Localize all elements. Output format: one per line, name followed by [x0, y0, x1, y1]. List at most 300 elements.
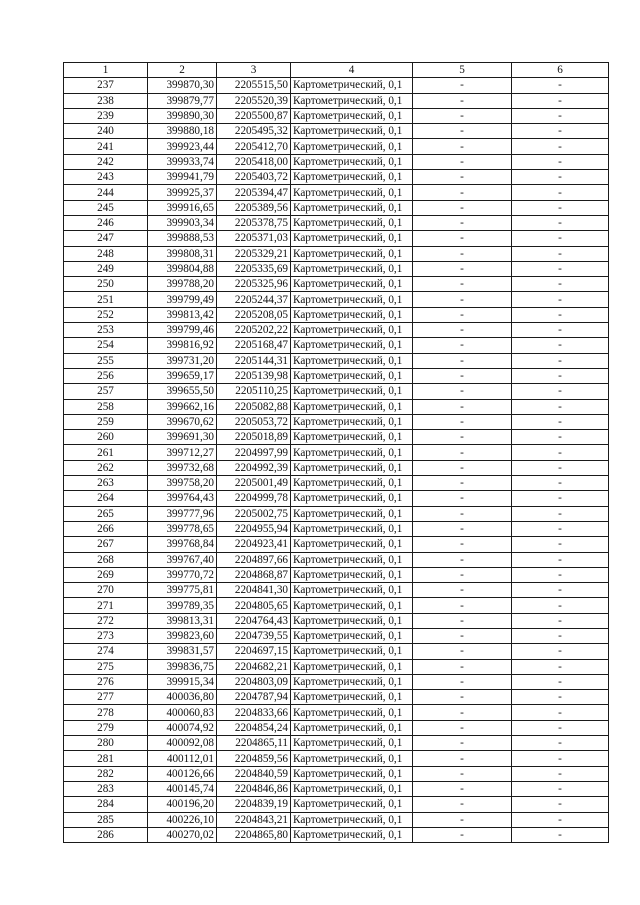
col-5-value: -	[413, 338, 512, 353]
coord-y: 2205002,75	[217, 506, 291, 521]
method-accuracy: Картометрический, 0,1	[291, 323, 413, 338]
table-row	[64, 445, 609, 460]
coord-y: 2204999,78	[217, 491, 291, 506]
method-accuracy: Картометрический, 0,1	[291, 751, 413, 766]
col-6-value: -	[512, 261, 609, 276]
table-row	[64, 521, 609, 536]
col-5-value: -	[413, 307, 512, 322]
col-5-value: -	[413, 292, 512, 307]
method-accuracy: Картометрический, 0,1	[291, 720, 413, 735]
point-number: 269	[64, 567, 148, 582]
method-accuracy: Картометрический, 0,1	[291, 628, 413, 643]
point-number: 244	[64, 185, 148, 200]
table-row	[64, 491, 609, 506]
col-5-value: -	[413, 323, 512, 338]
coord-x: 399788,20	[148, 277, 217, 292]
table-row	[64, 460, 609, 475]
method-accuracy: Картометрический, 0,1	[291, 797, 413, 812]
col-6-value: -	[512, 414, 609, 429]
col-6-value: -	[512, 751, 609, 766]
coord-y: 2205110,25	[217, 384, 291, 399]
table-row	[64, 399, 609, 414]
col-6-value: -	[512, 460, 609, 475]
point-number: 241	[64, 139, 148, 154]
method-accuracy: Картометрический, 0,1	[291, 537, 413, 552]
point-number: 238	[64, 93, 148, 108]
coord-x: 399655,50	[148, 384, 217, 399]
point-number: 266	[64, 521, 148, 536]
coord-y: 2204841,30	[217, 583, 291, 598]
point-number: 250	[64, 277, 148, 292]
col-6-value: -	[512, 827, 609, 842]
col-5-value: -	[413, 766, 512, 781]
point-number: 243	[64, 170, 148, 185]
col-6-value: -	[512, 108, 609, 123]
col-6-value: -	[512, 78, 609, 93]
col-5-value: -	[413, 231, 512, 246]
point-number: 274	[64, 644, 148, 659]
table-row	[64, 797, 609, 812]
col-6-value: -	[512, 598, 609, 613]
coord-y: 2205001,49	[217, 476, 291, 491]
col-6-value: -	[512, 781, 609, 796]
point-number: 280	[64, 736, 148, 751]
method-accuracy: Картометрический, 0,1	[291, 583, 413, 598]
method-accuracy: Картометрический, 0,1	[291, 108, 413, 123]
point-number: 260	[64, 430, 148, 445]
col-6-value: -	[512, 215, 609, 230]
col-6-value: -	[512, 705, 609, 720]
coord-x: 399670,62	[148, 414, 217, 429]
coord-y: 2205389,56	[217, 200, 291, 215]
col-5-value: -	[413, 200, 512, 215]
table-body	[64, 78, 609, 843]
method-accuracy: Картометрический, 0,1	[291, 338, 413, 353]
coord-x: 399659,17	[148, 368, 217, 383]
header-col-2: 2	[148, 63, 217, 78]
col-6-value: -	[512, 93, 609, 108]
point-number: 257	[64, 384, 148, 399]
col-5-value: -	[413, 277, 512, 292]
method-accuracy: Картометрический, 0,1	[291, 261, 413, 276]
col-5-value: -	[413, 399, 512, 414]
coord-y: 2204992,39	[217, 460, 291, 475]
coord-y: 2204843,21	[217, 812, 291, 827]
col-5-value: -	[413, 491, 512, 506]
table-row	[64, 736, 609, 751]
col-5-value: -	[413, 537, 512, 552]
coord-y: 2205520,39	[217, 93, 291, 108]
col-5-value: -	[413, 215, 512, 230]
coord-y: 2204739,55	[217, 628, 291, 643]
coord-x: 400270,02	[148, 827, 217, 842]
coord-y: 2204764,43	[217, 613, 291, 628]
coord-x: 400074,92	[148, 720, 217, 735]
col-5-value: -	[413, 781, 512, 796]
col-6-value: -	[512, 292, 609, 307]
coord-y: 2204923,41	[217, 537, 291, 552]
coord-x: 400196,20	[148, 797, 217, 812]
coord-x: 399836,75	[148, 659, 217, 674]
col-6-value: -	[512, 690, 609, 705]
col-6-value: -	[512, 552, 609, 567]
col-5-value: -	[413, 674, 512, 689]
coord-x: 400060,83	[148, 705, 217, 720]
col-6-value: -	[512, 170, 609, 185]
col-6-value: -	[512, 277, 609, 292]
point-number: 271	[64, 598, 148, 613]
table-row	[64, 323, 609, 338]
coord-y: 2204868,87	[217, 567, 291, 582]
point-number: 252	[64, 307, 148, 322]
col-6-value: -	[512, 766, 609, 781]
method-accuracy: Картометрический, 0,1	[291, 353, 413, 368]
coord-y: 2205082,88	[217, 399, 291, 414]
col-6-value: -	[512, 521, 609, 536]
coord-y: 2204846,86	[217, 781, 291, 796]
table-row	[64, 246, 609, 261]
table-row	[64, 93, 609, 108]
coord-x: 399925,37	[148, 185, 217, 200]
point-number: 258	[64, 399, 148, 414]
table-row	[64, 277, 609, 292]
point-number: 239	[64, 108, 148, 123]
table-header	[64, 63, 609, 78]
coord-x: 399941,79	[148, 170, 217, 185]
col-5-value: -	[413, 521, 512, 536]
coord-y: 2205500,87	[217, 108, 291, 123]
method-accuracy: Картометрический, 0,1	[291, 93, 413, 108]
table-row	[64, 430, 609, 445]
method-accuracy: Картометрический, 0,1	[291, 598, 413, 613]
coord-y: 2205371,03	[217, 231, 291, 246]
coord-y: 2205329,21	[217, 246, 291, 261]
coord-y: 2205515,50	[217, 78, 291, 93]
coord-y: 2204859,56	[217, 751, 291, 766]
point-number: 268	[64, 552, 148, 567]
point-number: 248	[64, 246, 148, 261]
col-5-value: -	[413, 353, 512, 368]
table-row	[64, 812, 609, 827]
coord-x: 399768,84	[148, 537, 217, 552]
table-row	[64, 781, 609, 796]
coord-y: 2204840,59	[217, 766, 291, 781]
method-accuracy: Картометрический, 0,1	[291, 231, 413, 246]
coord-x: 399890,30	[148, 108, 217, 123]
col-5-value: -	[413, 246, 512, 261]
col-5-value: -	[413, 644, 512, 659]
coord-x: 399764,43	[148, 491, 217, 506]
point-number: 242	[64, 154, 148, 169]
table-row	[64, 827, 609, 842]
point-number: 270	[64, 583, 148, 598]
col-5-value: -	[413, 506, 512, 521]
coord-x: 399823,60	[148, 628, 217, 643]
method-accuracy: Картометрический, 0,1	[291, 552, 413, 567]
table-row	[64, 124, 609, 139]
method-accuracy: Картометрический, 0,1	[291, 399, 413, 414]
coord-y: 2204997,99	[217, 445, 291, 460]
col-5-value: -	[413, 705, 512, 720]
col-6-value: -	[512, 628, 609, 643]
point-number: 284	[64, 797, 148, 812]
col-5-value: -	[413, 628, 512, 643]
point-number: 251	[64, 292, 148, 307]
col-6-value: -	[512, 659, 609, 674]
table-row	[64, 414, 609, 429]
coord-y: 2204854,24	[217, 720, 291, 735]
col-5-value: -	[413, 124, 512, 139]
point-number: 237	[64, 78, 148, 93]
method-accuracy: Картометрический, 0,1	[291, 736, 413, 751]
col-5-value: -	[413, 659, 512, 674]
point-number: 281	[64, 751, 148, 766]
coord-x: 399799,46	[148, 323, 217, 338]
col-6-value: -	[512, 537, 609, 552]
method-accuracy: Картометрический, 0,1	[291, 445, 413, 460]
col-5-value: -	[413, 736, 512, 751]
method-accuracy: Картометрический, 0,1	[291, 781, 413, 796]
col-6-value: -	[512, 323, 609, 338]
table-row	[64, 476, 609, 491]
point-number: 261	[64, 445, 148, 460]
header-col-3: 3	[217, 63, 291, 78]
point-number: 279	[64, 720, 148, 735]
method-accuracy: Картометрический, 0,1	[291, 460, 413, 475]
col-5-value: -	[413, 154, 512, 169]
coord-x: 399903,34	[148, 215, 217, 230]
point-number: 259	[64, 414, 148, 429]
method-accuracy: Картометрический, 0,1	[291, 414, 413, 429]
col-5-value: -	[413, 476, 512, 491]
table-row	[64, 598, 609, 613]
col-5-value: -	[413, 93, 512, 108]
coord-x: 399808,31	[148, 246, 217, 261]
coord-x: 399915,34	[148, 674, 217, 689]
col-6-value: -	[512, 338, 609, 353]
col-6-value: -	[512, 307, 609, 322]
col-5-value: -	[413, 552, 512, 567]
col-6-value: -	[512, 384, 609, 399]
method-accuracy: Картометрический, 0,1	[291, 170, 413, 185]
table-row	[64, 659, 609, 674]
coord-y: 2205244,37	[217, 292, 291, 307]
coord-y: 2205412,70	[217, 139, 291, 154]
coord-x: 399712,27	[148, 445, 217, 460]
col-6-value: -	[512, 583, 609, 598]
col-6-value: -	[512, 613, 609, 628]
col-5-value: -	[413, 812, 512, 827]
table-row	[64, 628, 609, 643]
col-5-value: -	[413, 261, 512, 276]
table-row	[64, 307, 609, 322]
table-row	[64, 154, 609, 169]
coord-y: 2204955,94	[217, 521, 291, 536]
col-5-value: -	[413, 414, 512, 429]
point-number: 286	[64, 827, 148, 842]
point-number: 273	[64, 628, 148, 643]
point-number: 254	[64, 338, 148, 353]
coord-x: 399804,88	[148, 261, 217, 276]
table-row	[64, 170, 609, 185]
table-row	[64, 644, 609, 659]
point-number: 253	[64, 323, 148, 338]
method-accuracy: Картометрический, 0,1	[291, 246, 413, 261]
method-accuracy: Картометрический, 0,1	[291, 384, 413, 399]
table-row	[64, 261, 609, 276]
method-accuracy: Картометрический, 0,1	[291, 139, 413, 154]
table-row	[64, 506, 609, 521]
table-row	[64, 292, 609, 307]
coord-y: 2204865,11	[217, 736, 291, 751]
coord-y: 2204682,21	[217, 659, 291, 674]
coord-x: 400036,80	[148, 690, 217, 705]
coord-x: 399816,92	[148, 338, 217, 353]
coord-x: 399732,68	[148, 460, 217, 475]
coord-y: 2205378,75	[217, 215, 291, 230]
coord-x: 399813,31	[148, 613, 217, 628]
coord-x: 399767,40	[148, 552, 217, 567]
table-row	[64, 231, 609, 246]
coord-y: 2205168,47	[217, 338, 291, 353]
col-6-value: -	[512, 231, 609, 246]
table-row	[64, 384, 609, 399]
point-number: 283	[64, 781, 148, 796]
point-number: 265	[64, 506, 148, 521]
col-5-value: -	[413, 368, 512, 383]
point-number: 278	[64, 705, 148, 720]
table-row	[64, 338, 609, 353]
coord-y: 2205139,98	[217, 368, 291, 383]
col-6-value: -	[512, 124, 609, 139]
col-6-value: -	[512, 246, 609, 261]
coord-y: 2205144,31	[217, 353, 291, 368]
point-number: 275	[64, 659, 148, 674]
col-6-value: -	[512, 674, 609, 689]
col-6-value: -	[512, 567, 609, 582]
header-col-4: 4	[291, 63, 413, 78]
method-accuracy: Картометрический, 0,1	[291, 476, 413, 491]
coord-y: 2205495,32	[217, 124, 291, 139]
coord-x: 400126,66	[148, 766, 217, 781]
coord-y: 2204803,09	[217, 674, 291, 689]
col-5-value: -	[413, 139, 512, 154]
coord-x: 399879,77	[148, 93, 217, 108]
col-5-value: -	[413, 108, 512, 123]
coord-x: 399923,44	[148, 139, 217, 154]
coord-x: 399916,65	[148, 200, 217, 215]
coord-y: 2204839,19	[217, 797, 291, 812]
coord-x: 399758,20	[148, 476, 217, 491]
method-accuracy: Картометрический, 0,1	[291, 812, 413, 827]
point-number: 267	[64, 537, 148, 552]
table-row	[64, 215, 609, 230]
table-row	[64, 583, 609, 598]
coord-x: 399888,53	[148, 231, 217, 246]
coord-y: 2204787,94	[217, 690, 291, 705]
col-6-value: -	[512, 353, 609, 368]
col-5-value: -	[413, 690, 512, 705]
coord-y: 2205394,47	[217, 185, 291, 200]
col-6-value: -	[512, 720, 609, 735]
coord-y: 2204897,66	[217, 552, 291, 567]
col-6-value: -	[512, 200, 609, 215]
coord-y: 2205418,00	[217, 154, 291, 169]
method-accuracy: Картометрический, 0,1	[291, 124, 413, 139]
method-accuracy: Картометрический, 0,1	[291, 567, 413, 582]
point-number: 255	[64, 353, 148, 368]
method-accuracy: Картометрический, 0,1	[291, 78, 413, 93]
coord-x: 399731,20	[148, 353, 217, 368]
point-number: 263	[64, 476, 148, 491]
coord-x: 399775,81	[148, 583, 217, 598]
col-6-value: -	[512, 476, 609, 491]
header-row	[64, 63, 609, 78]
table-row	[64, 537, 609, 552]
header-col-6: 6	[512, 63, 609, 78]
coord-x: 399770,72	[148, 567, 217, 582]
method-accuracy: Картометрический, 0,1	[291, 521, 413, 536]
method-accuracy: Картометрический, 0,1	[291, 644, 413, 659]
table-row	[64, 567, 609, 582]
coord-x: 399691,30	[148, 430, 217, 445]
method-accuracy: Картометрический, 0,1	[291, 659, 413, 674]
coord-x: 400092,08	[148, 736, 217, 751]
col-5-value: -	[413, 460, 512, 475]
coord-y: 2205403,72	[217, 170, 291, 185]
coord-x: 399880,18	[148, 124, 217, 139]
coord-y: 2205208,05	[217, 307, 291, 322]
col-5-value: -	[413, 720, 512, 735]
col-6-value: -	[512, 736, 609, 751]
coord-y: 2204697,15	[217, 644, 291, 659]
table-row	[64, 108, 609, 123]
method-accuracy: Картометрический, 0,1	[291, 613, 413, 628]
col-5-value: -	[413, 384, 512, 399]
table-row	[64, 690, 609, 705]
method-accuracy: Картометрический, 0,1	[291, 766, 413, 781]
method-accuracy: Картометрический, 0,1	[291, 277, 413, 292]
coord-x: 399799,49	[148, 292, 217, 307]
coord-y: 2204865,80	[217, 827, 291, 842]
coord-x: 399813,42	[148, 307, 217, 322]
col-5-value: -	[413, 598, 512, 613]
coord-x: 400145,74	[148, 781, 217, 796]
method-accuracy: Картометрический, 0,1	[291, 154, 413, 169]
point-number: 272	[64, 613, 148, 628]
col-5-value: -	[413, 583, 512, 598]
table-row	[64, 353, 609, 368]
col-6-value: -	[512, 399, 609, 414]
point-number: 245	[64, 200, 148, 215]
coord-x: 399778,65	[148, 521, 217, 536]
table-row	[64, 78, 609, 93]
col-6-value: -	[512, 430, 609, 445]
coord-x: 399870,30	[148, 78, 217, 93]
col-6-value: -	[512, 154, 609, 169]
coord-x: 399777,96	[148, 506, 217, 521]
table-row	[64, 751, 609, 766]
coord-y: 2205325,96	[217, 277, 291, 292]
coord-x: 399789,35	[148, 598, 217, 613]
point-number: 249	[64, 261, 148, 276]
col-5-value: -	[413, 78, 512, 93]
method-accuracy: Картометрический, 0,1	[291, 200, 413, 215]
table-row	[64, 200, 609, 215]
point-number: 246	[64, 215, 148, 230]
coord-y: 2205202,22	[217, 323, 291, 338]
coord-x: 399831,57	[148, 644, 217, 659]
